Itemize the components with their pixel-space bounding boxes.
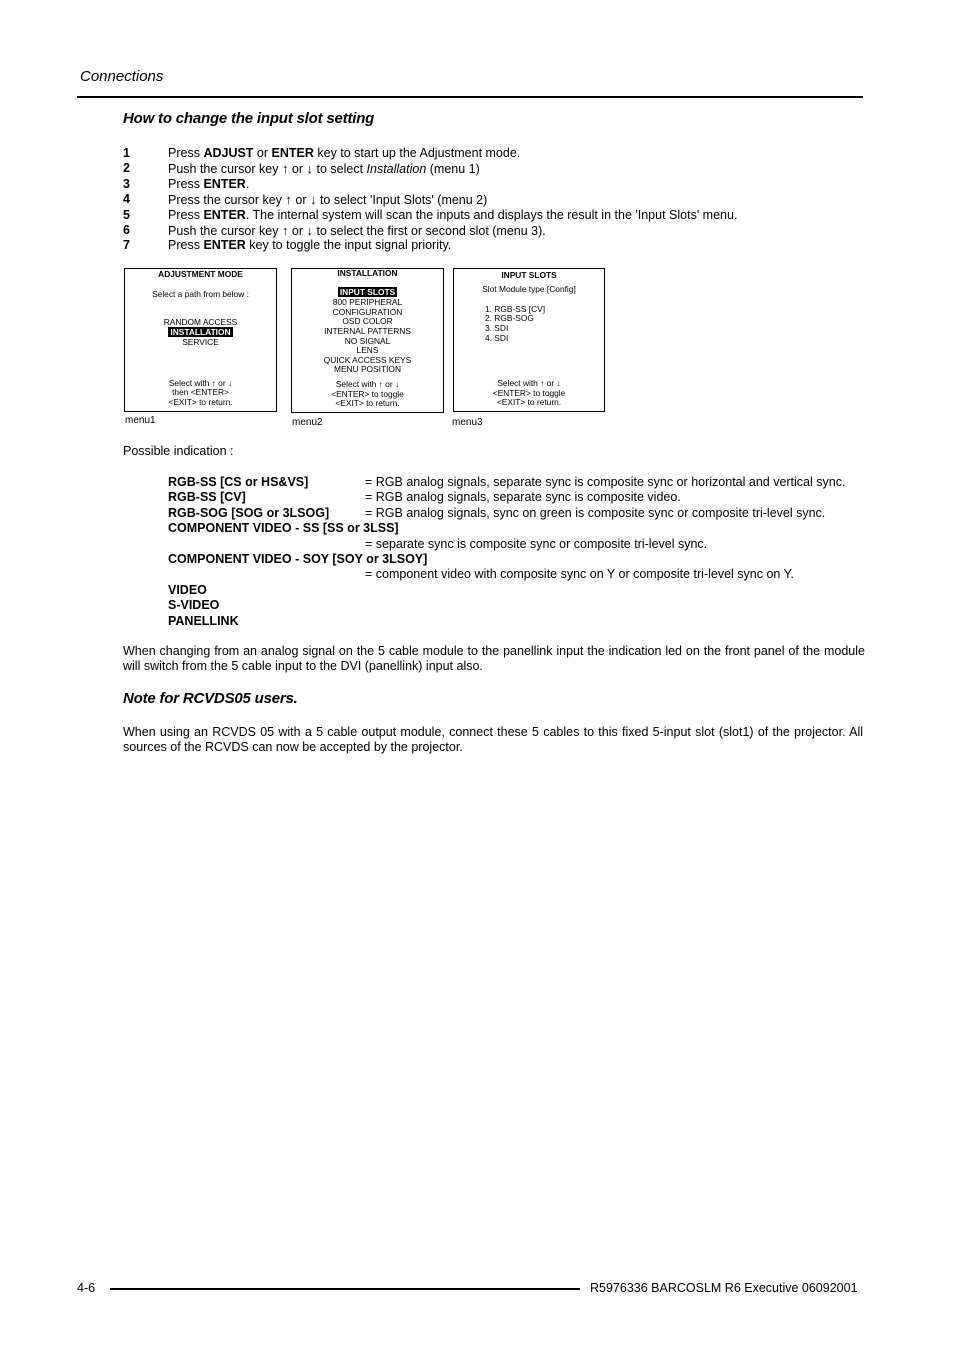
indication-desc: = separate sync is composite sync or composite tri-level sync. [365,536,708,551]
key-enter: ENTER [203,176,246,191]
menu2-footer-exit: <EXIT> to return. [335,398,400,408]
indication-label: VIDEO [168,582,207,597]
menu2-title: INSTALLATION [337,268,398,278]
menu3-box [453,268,605,412]
indication-row [168,614,868,629]
indication-row [168,552,868,567]
heading-rcvds-note: Note for RCVDS05 users. [123,690,298,707]
menu2-item: OSD COLOR [342,316,393,326]
menu2-caption: menu2 [292,417,323,428]
step-number: 6 [123,222,130,237]
indication-label: RGB-SOG [SOG or 3LSOG] [168,505,330,520]
key-enter: ENTER [203,238,246,253]
indication-label: COMPONENT VIDEO - SOY [SOY or 3LSOY] [168,551,428,566]
menu2-box [291,268,444,413]
menu1-item-random-access: RANDOM ACCESS [163,317,238,327]
menu2-item: NO SIGNAL [344,336,391,346]
step-1: 1 Press ADJUST or ENTER key to start up the Adjustment mode. [123,146,521,160]
paragraph-rcvds: When using an RCVDS 05 with a 5 cable output module, connect these 5 cables to this fixed 5-input slot (slot1) of the projector. All sources of the RCVDS can now be accepted by the projector. [123,725,863,755]
indication-desc: = RGB analog signals, sync on green is composite sync or composite tri-level sync. [365,505,826,520]
menu3-item: 2. RGB-SOG [485,313,534,323]
menu1-footer-select: Select with ↑ or ↓ [168,378,233,388]
indication-row [168,583,868,598]
menu2-footer-select: Select with ↑ or ↓ [335,379,400,389]
step-4: 4 Press the cursor key ↑ or ↓ to select 'Input Slots' (menu 2) [123,192,488,208]
header-rule [77,96,863,98]
indication-desc: = component video with composite sync on Y or composite tri-level sync on Y. [365,567,794,582]
menu1-footer-then: then <ENTER> [172,387,229,397]
arrow-up-icon: ↑ [281,161,289,177]
menu3-subtitle: Slot Module type [Config] [482,284,576,294]
menu3-item: 3. SDI [485,323,509,333]
indications-list [168,475,868,629]
indication-row [168,567,868,582]
key-adjust: ADJUST [203,146,254,160]
step-7: 7 Press ENTER key to toggle the input signal priority. [123,238,452,253]
heading-how-to-change: How to change the input slot setting [123,110,375,127]
menu2-footer-toggle: <ENTER> to toggle [331,389,404,399]
step-5: 5 Press ENTER. The internal system will scan the inputs and displays the result in the 'Input Slots' menu. [123,207,738,222]
arrow-down-icon: ↓ [306,161,314,177]
page-number: 4-6 [77,1281,96,1295]
indication-label: RGB-SS [CS or HS&VS] [168,475,309,489]
menu2-item: QUICK ACCESS KEYS [323,355,412,365]
indication-desc: = RGB analog signals, separate sync is composite video. [365,490,681,505]
arrow-up-icon: ↑ [285,192,292,208]
menu1-item-installation: INSTALLATION [170,327,231,337]
menu2-item: LENS [356,345,379,355]
menu3-footer-select: Select with ↑ or ↓ [497,378,561,388]
menu2-item-input-slots: INPUT SLOTS [339,287,396,297]
menu3-title: INPUT SLOTS [501,270,557,280]
menu2-item: MENU POSITION [333,364,401,374]
menu1-title: ADJUSTMENT MODE [158,269,243,279]
arrow-down-icon: ↓ [309,192,317,208]
indication-label: RGB-SS [CV] [168,490,246,505]
indication-row [168,598,868,613]
indication-desc: = RGB analog signals, separate sync is composite sync or horizontal and vertical sync. [365,475,846,489]
menu1-item-service: SERVICE [182,337,219,347]
menu3-caption: menu3 [452,417,483,428]
menu3-item: 4. SDI [485,333,509,343]
indication-label: S-VIDEO [168,598,220,613]
menu1-box [124,268,277,412]
possible-indication-label: Possible indication : [123,444,234,458]
step-number: 5 [123,207,130,222]
key-enter: ENTER [271,146,314,160]
indication-label: PANELLINK [168,613,239,628]
arrow-up-icon: ↑ [281,222,289,238]
document-reference: R5976336 BARCOSLM R6 Executive 06092001 [590,1281,858,1295]
step-number: 2 [123,161,130,176]
menu2-item: INTERNAL PATTERNS [324,326,411,336]
key-enter: ENTER [203,207,246,222]
step-number: 3 [123,176,130,191]
menu1-footer-exit: <EXIT> to return. [168,397,233,407]
menu3-footer-toggle: <ENTER> to toggle [492,388,566,398]
indication-row [168,506,868,521]
menu3-footer-exit: <EXIT> to return. [496,397,562,407]
indication-row [168,490,868,505]
indication-row [168,475,868,490]
step-2: 2 Push the cursor key ↑ or ↓ to select Installation (menu 1) [123,161,480,177]
step-6: 6 Push the cursor key ↑ or ↓ to select the first or second slot (menu 3). [123,222,546,238]
indication-row [168,521,868,536]
indication-label: COMPONENT VIDEO - SS [SS or 3LSS] [168,521,399,536]
indication-row [168,537,868,552]
menu3-item: 1. RGB-SS [CV] [485,304,546,314]
section-header: Connections [80,68,164,85]
footer-rule [110,1288,580,1290]
step-number: 7 [123,238,130,253]
installation-term: Installation [366,162,427,177]
paragraph-panellink-change: When changing from an analog signal on the 5 cable module to the panellink input the indication led on the front panel of the module will switch from the 5 cable input to the DVI (panellink) input also. [123,644,865,674]
menu1-caption: menu1 [125,415,156,426]
arrow-down-icon: ↓ [306,222,314,238]
steps-list [123,146,883,254]
step-number: 4 [123,192,130,207]
menu2-item: 800 PERIPHERAL [332,297,403,307]
menu2-item: CONFIGURATION [332,307,403,317]
step-number: 1 [123,146,130,160]
menu1-subtitle: Select a path from below : [152,289,249,299]
step-3: 3 Press ENTER. [123,176,250,191]
